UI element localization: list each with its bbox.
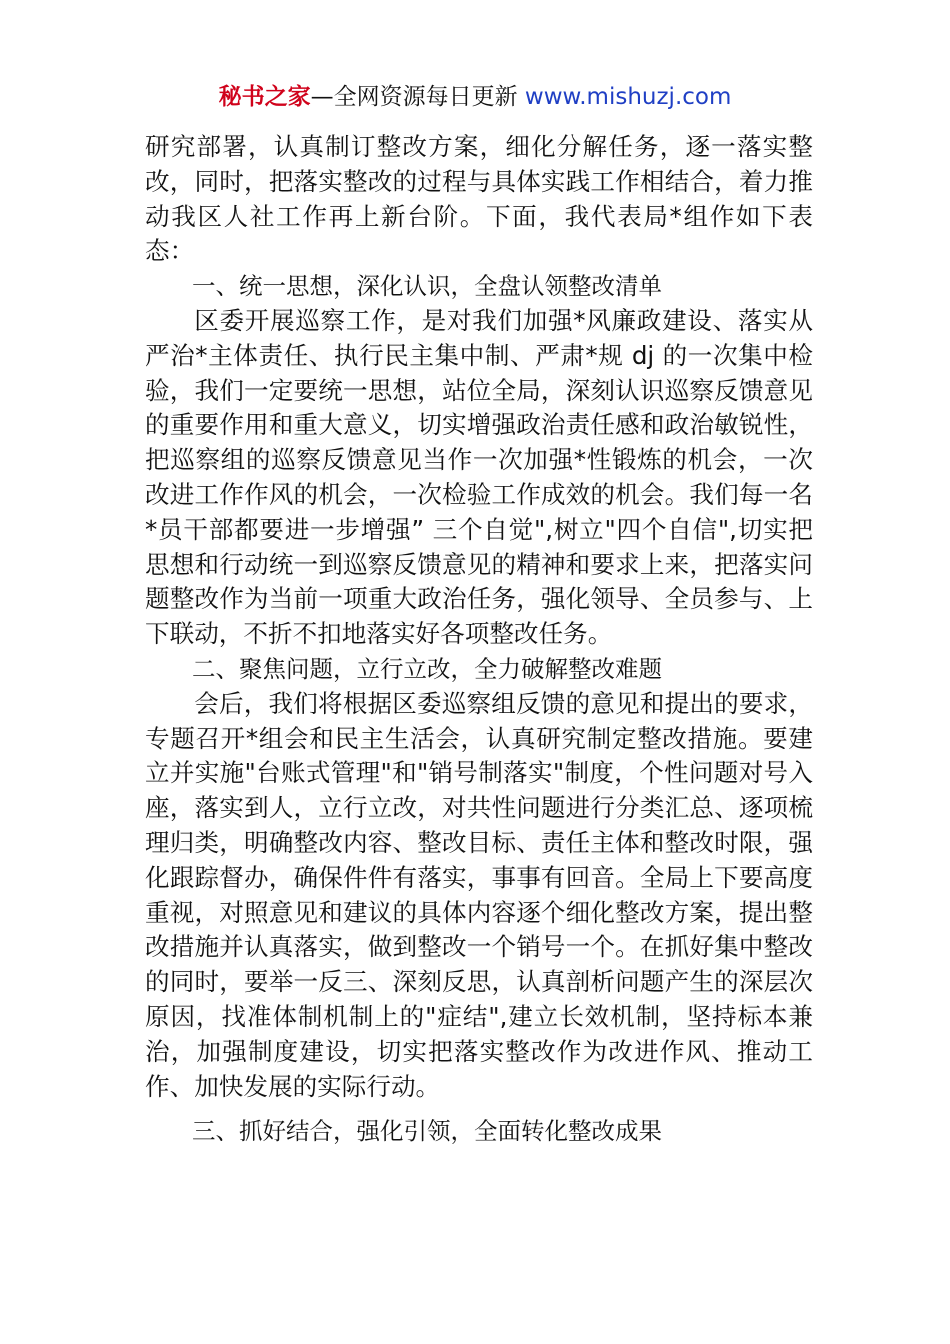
document-body — [145, 130, 813, 1149]
paragraph-section-2: 会后，我们将根据区委巡察组反馈的意见和提出的要求，专题召开*组会和民主生活会，认真研究制定整改措施。要建立并实施"台账式管理"和"销号制落实"制度，个性问题对号入座，落实到人，立行立改，对共性问题进行分类汇总、逐项梳理归类，明确整改内容、整改目标、责任主体和整改时限，强化跟踪督办，确保件件有落实，事事有回音。全局上下要高度重视，对照意见和建议的具体内容逐个细化整改方案，提出整改措施并认真落实，做到整改一个销号一个。在抓好集中整改的同时，要举一反三、深刻反思，认真剖析问题产生的深层次原因，找准体制机制上的"症结",建立长效机制，坚持标本兼治，加强制度建设，切实把落实整改作为改进作风、推动工作、加快发展的实际行动。 — [145, 688, 813, 1101]
section-heading-1: 一、统一思想，深化认识，全盘认领整改清单 — [192, 272, 662, 301]
site-header — [0, 80, 950, 114]
section-heading-3: 三、抓好结合，强化引领，全面转化整改成果 — [192, 1117, 662, 1146]
site-tagline: —全网资源每日更新 — [310, 84, 525, 110]
site-name: 秘书之家 — [218, 84, 311, 110]
paragraph-section-1: 区委开展巡察工作，是对我们加强*风廉政建设、落实从严治*主体责任、执行民主集中制、严肃*规 dj 的一次集中检验，我们一定要统一思想，站位全局，深刻认识巡察反馈意见的重要作用和重大意义，切实增强政治责任感和政治敏锐性，把巡察组的巡察反馈意见当作一次加强*性锻炼的机会，一次改进工作作风的机会，一次检验工作成效的机会。我们每一名*员干部都要进一步增强” 三个自觉",树立"四个自信",切实把思想和行动统一到巡察反馈意见的精神和要求上来，把落实问题整改作为当前一项重大政治任务，强化领导、全员参与、上下联动，不折不扣地落实好各项整改任务。 — [145, 305, 813, 649]
section-heading-2: 二、聚焦问题，立行立改，全力破解整改难题 — [192, 654, 662, 683]
paragraph-intro: 研究部署，认真制订整改方案，细化分解任务，逐一落实整改，同时，把落实整改的过程与具体实践工作相结合，着力推动我区人社工作再上新台阶。下面，我代表局*组作如下表态： — [145, 132, 813, 266]
site-url-link[interactable]: www.mishuzj.com — [524, 84, 732, 110]
